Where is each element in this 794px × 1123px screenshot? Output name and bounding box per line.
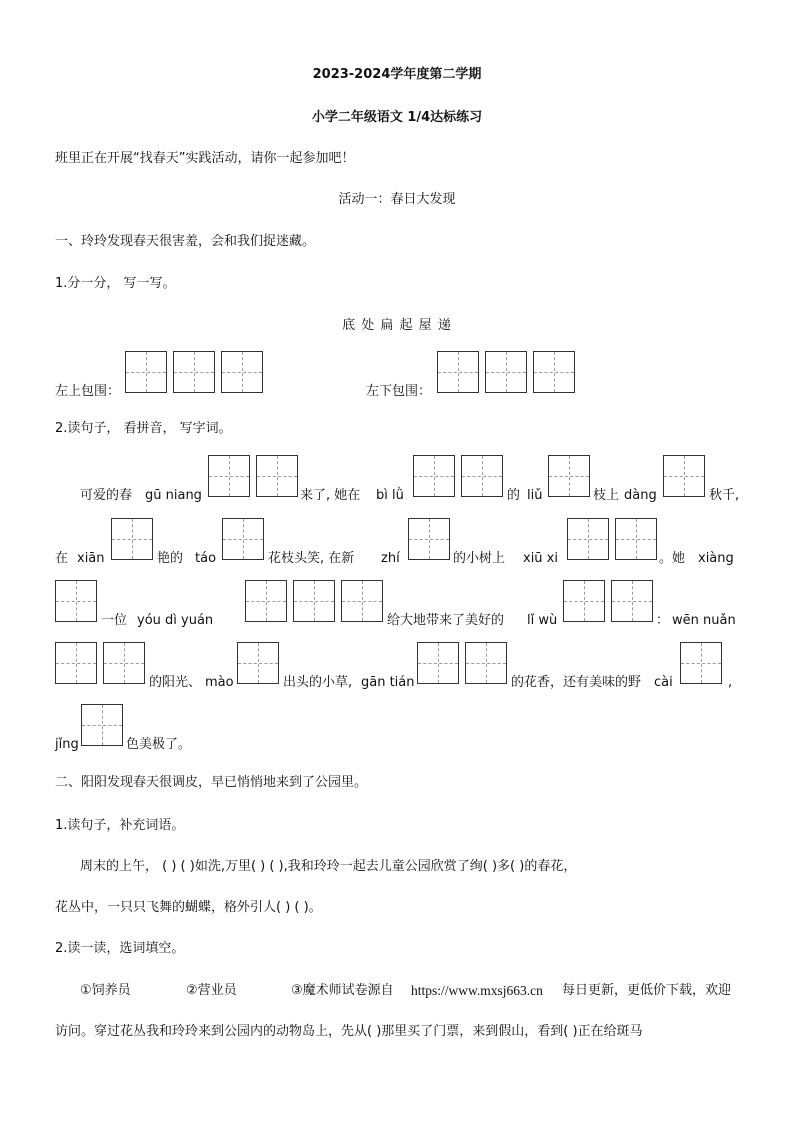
sentence-text: 在 (55, 551, 69, 566)
pinyin: dàng (624, 488, 657, 503)
option-2: ②营业员 (186, 983, 237, 998)
document-title: 2023-2024学年度第二学期 (312, 67, 482, 82)
pinyin: gān tián (361, 675, 415, 690)
sentence-text: 花枝头笑, 在新 (268, 551, 355, 566)
activity-title: 活动一：春日大发现 (338, 192, 456, 207)
sentence-text: ： (656, 613, 670, 628)
writing-box[interactable] (567, 518, 609, 560)
writing-box[interactable] (341, 580, 383, 622)
writing-box[interactable] (222, 518, 264, 560)
pinyin: xiū xi (523, 551, 558, 566)
writing-box[interactable] (461, 455, 503, 497)
writing-box[interactable] (663, 455, 705, 497)
intro-text: 班里正在开展“找春天”实践活动，请你一起参加吧！ (55, 151, 355, 166)
fill-in-sentence: 周末的上午， ( ) ( )如洗,万里( ) ( ),我和玲玲一起去儿童公园欣赏了绚( )多( )的春花， (80, 859, 577, 874)
section2-heading: 二、阳阳发现春天很调皮，早已悄悄地来到了公园里。 (55, 775, 368, 790)
writing-box[interactable] (615, 518, 657, 560)
pinyin: zhí (381, 551, 400, 566)
writing-box[interactable] (125, 351, 167, 393)
writing-box[interactable] (533, 351, 575, 393)
pinyin: jǐng (55, 737, 79, 752)
section1-heading: 一、玲玲发现春天很害羞，会和我们捉迷藏。 (55, 234, 316, 249)
pinyin: xiān (77, 551, 105, 566)
q1-prompt: 1.分一分， 写一写。 (55, 276, 176, 291)
sentence-text: 来了, 她在 (300, 488, 361, 503)
watermark-url: https://www.mxsj663.cn (411, 983, 543, 998)
writing-box[interactable] (563, 580, 605, 622)
sentence-text: 秋千, (709, 488, 740, 503)
sentence-text: 出头的小草, (283, 675, 353, 690)
option-1: ①饲养员 (80, 983, 131, 998)
writing-box[interactable] (81, 704, 123, 746)
watermark-tail: 每日更新，更低价下载，欢迎 (562, 983, 732, 998)
label-upper-left-enclosure: 左上包围： (55, 384, 121, 399)
sentence-text: 的花香，还有美味的野 (511, 675, 642, 690)
s2-q1-prompt: 1.读句子，补充词语。 (55, 818, 185, 833)
writing-box[interactable] (245, 580, 287, 622)
writing-box[interactable] (611, 580, 653, 622)
pinyin: táo (195, 551, 217, 566)
writing-box[interactable] (485, 351, 527, 393)
sentence-text: 可爱的春 (80, 488, 133, 503)
pinyin: mào (205, 675, 234, 690)
writing-box[interactable] (221, 351, 263, 393)
passage-text: 访问。穿过花丛我和玲玲来到公园内的动物岛上，先从( )那里买了门票，来到假山，看到( )正在给斑马 (55, 1024, 643, 1039)
fill-in-sentence: 花丛中，一只只飞舞的蝴蝶，格外引人( ) ( )。 (55, 900, 322, 915)
label-lower-left-enclosure: 左下包围： (366, 384, 432, 399)
sentence-text: 色美极了。 (126, 737, 192, 752)
sentence-text: 枝上 (593, 488, 620, 503)
writing-box[interactable] (237, 642, 279, 684)
pinyin: yóu dì yuán (137, 613, 214, 628)
writing-box[interactable] (408, 518, 450, 560)
sentence-text: 。她 (659, 551, 686, 566)
writing-box[interactable] (680, 642, 722, 684)
pinyin: cài (654, 675, 673, 690)
writing-box[interactable] (417, 642, 459, 684)
pinyin: xiàng (698, 551, 734, 566)
writing-box[interactable] (293, 580, 335, 622)
s2-q2-prompt: 2.读一读，选词填空。 (55, 941, 185, 956)
character-list: 底 处 扁 起 屋 递 (342, 318, 452, 333)
q2-prompt: 2.读句子， 看拼音， 写字词。 (55, 421, 232, 436)
pinyin: gū niang (145, 488, 202, 503)
sentence-text: , (728, 675, 733, 690)
writing-box[interactable] (437, 351, 479, 393)
writing-box[interactable] (413, 455, 455, 497)
writing-box[interactable] (55, 580, 97, 622)
writing-box[interactable] (55, 642, 97, 684)
option-3: ③魔术师试卷源自 (291, 983, 394, 998)
document-subtitle: 小学二年级语文 1/4达标练习 (311, 110, 483, 125)
pinyin: wēn nuǎn (672, 613, 736, 628)
sentence-text: 艳的 (157, 551, 184, 566)
pinyin: lǐ wù (527, 613, 558, 628)
writing-box[interactable] (465, 642, 507, 684)
writing-box[interactable] (208, 455, 250, 497)
sentence-text: 一位 (101, 613, 128, 628)
writing-box[interactable] (256, 455, 298, 497)
pinyin: liǔ (527, 488, 543, 503)
sentence-text: 的阳光、 (149, 675, 202, 690)
sentence-text: 的 (507, 488, 521, 503)
pinyin: bì lǜ (376, 488, 404, 503)
sentence-text: 给大地带来了美好的 (387, 613, 505, 628)
writing-box[interactable] (103, 642, 145, 684)
writing-box[interactable] (111, 518, 153, 560)
writing-box[interactable] (173, 351, 215, 393)
sentence-text: 的小树上 (453, 551, 506, 566)
writing-box[interactable] (548, 455, 590, 497)
